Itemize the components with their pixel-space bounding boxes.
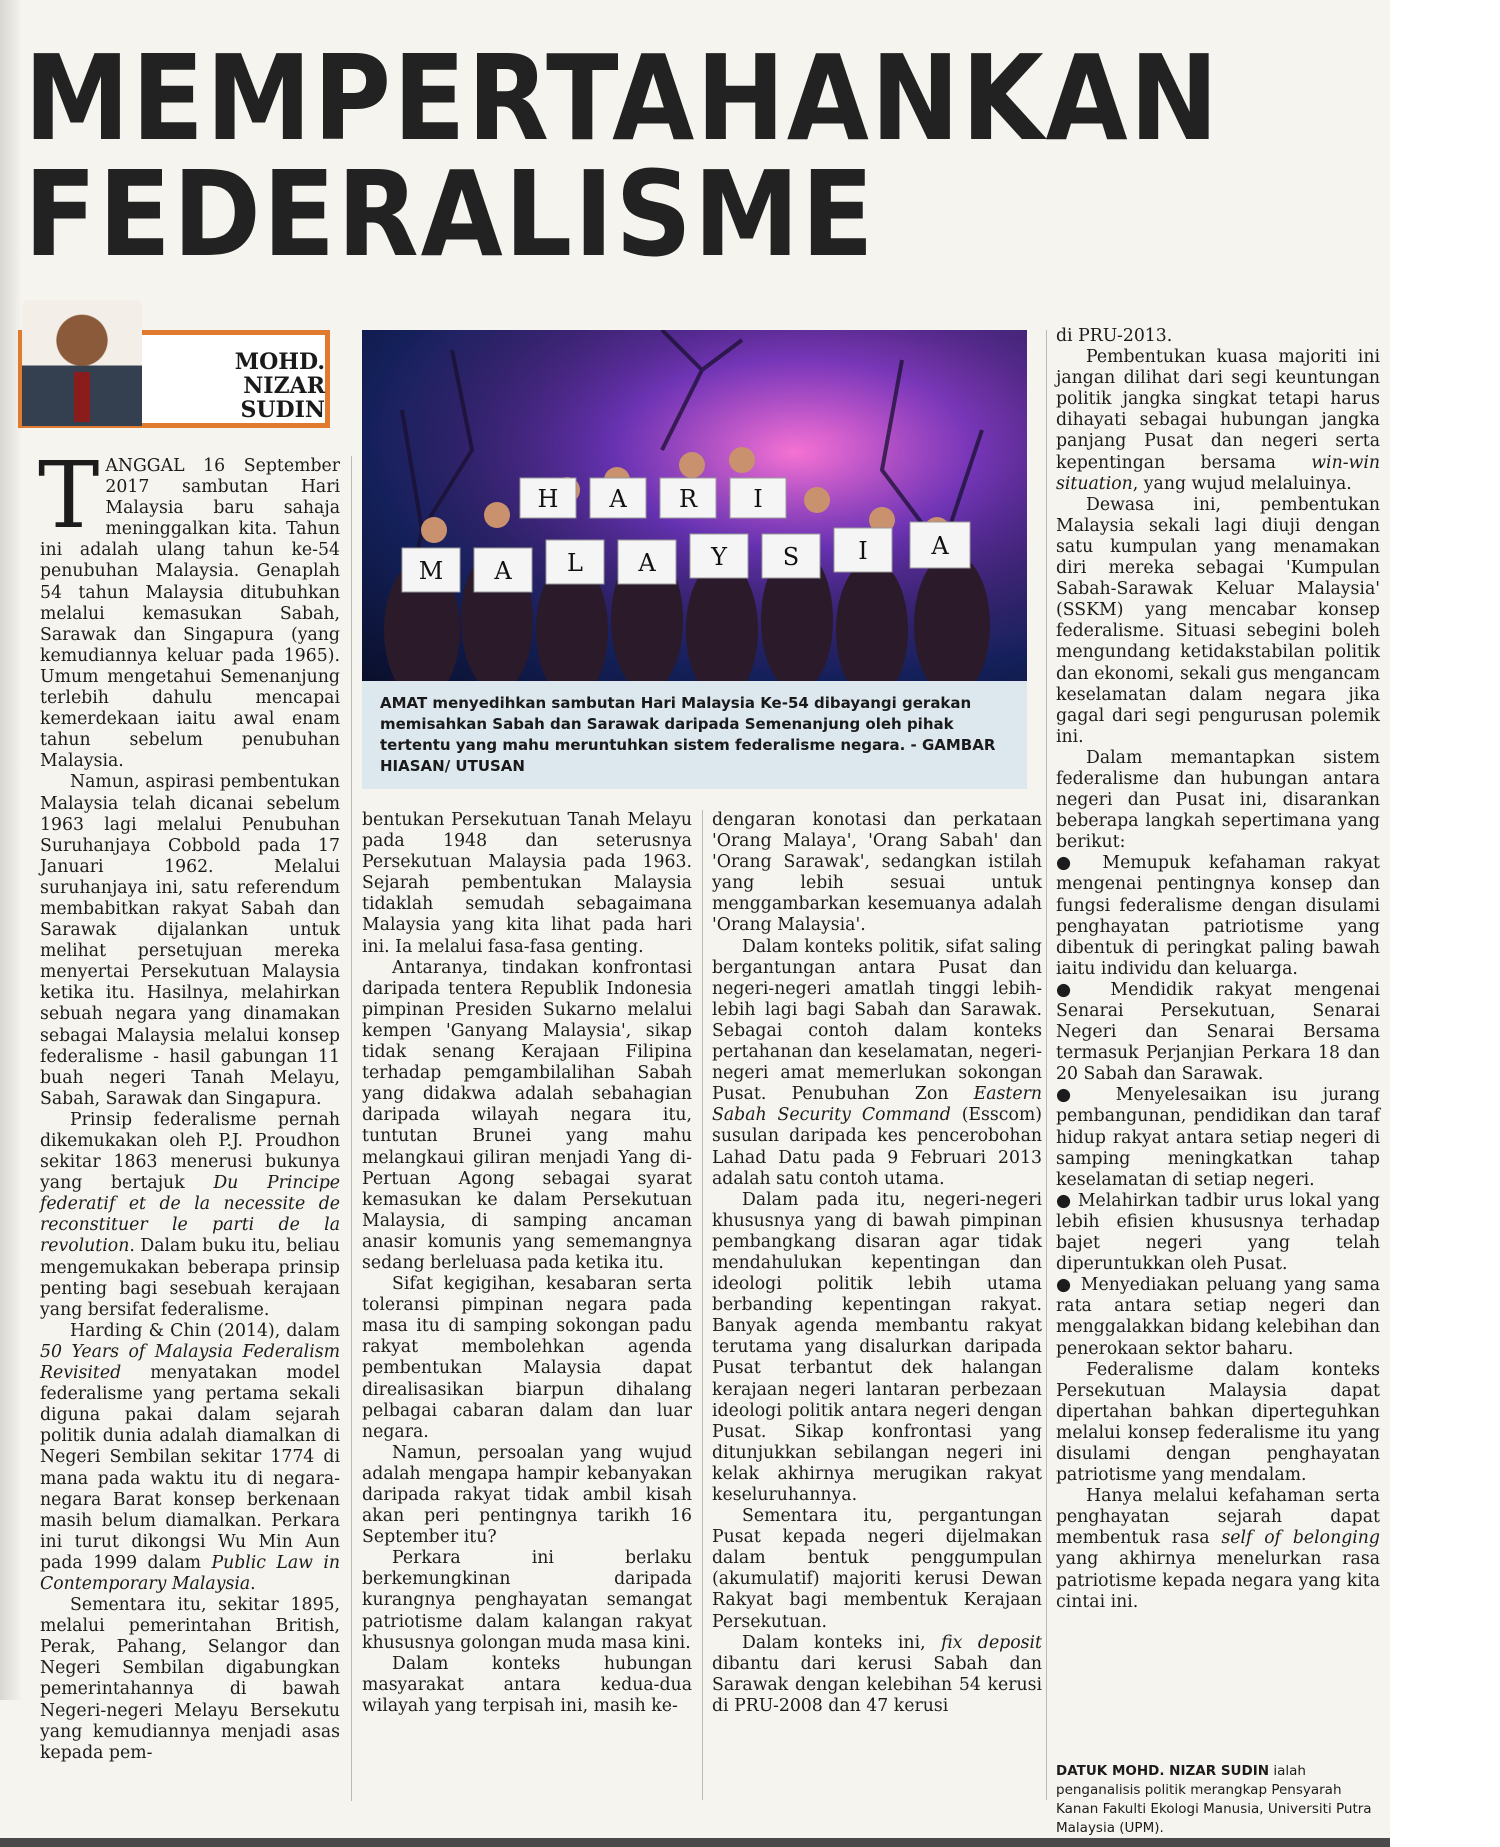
article-column-4 — [1056, 326, 1380, 1613]
sign-letter: S — [782, 543, 800, 571]
paragraph — [712, 937, 1042, 1190]
text-run: (Esscom) susulan daripada kes pencerobohan Lahad Datu pada 9 Februari 2013 adalah satu contoh utama. — [712, 1105, 1042, 1189]
paragraph: bentukan Persekutuan Tanah Melayu pada 1948 dan seterusnya Persekutuan Malaysia pada 1963. Sejarah pembentukan Malaysia tidaklah semudah sebagaimana Malaysia yang kita lihat pada hari ini. Ia melalui fasa-fasa genting. — [362, 810, 692, 957]
paragraph: Sementara itu, sekitar 1895, melalui pemerintahan British, Perak, Pahang, Selangor dan Negeri Sembilan digabungkan pemerintahannya di bawah Negeri-negeri Melayu Bersekutu yang kemudiannya menjadi asas kepada pem- — [40, 1595, 340, 1763]
page-bottom-bar — [0, 1838, 1390, 1847]
sign-letter: M — [418, 557, 444, 585]
sign-letter: L — [567, 549, 583, 577]
article-column-3 — [712, 810, 1042, 1717]
text-run: menyatakan model federalisme yang pertama sekali diguna pakai dalam sejarah politik dunia adalah diamalkan di Negeri Sembilan sekitar 1774 di mana pada waktu itu di negara-negara Barat konsep berkenaan masih belum diamalkan. Perkara ini turut dikongsi Wu Min Aun pada 1999 dalam — [40, 1363, 340, 1573]
book-title: 50 Years of Malaysia Federalism Revisited — [40, 1341, 340, 1384]
bullet-text: Menyelesaikan isu jurang pembangunan, pendidikan dan taraf hidup rakyat antara setiap negeri di samping meningkatkan tahap keselamatan di setiap negeri. — [1056, 1085, 1381, 1190]
paragraph: Antaranya, tindakan konfrontasi daripada tentera Republik Indonesia pimpinan Presiden Sukarno melalui kempen 'Ganyang Malaysia', sikap tidak senang Kerajaan Filipina terhadap pemgambilalihan Sabah yang didakwa adalah sebahagian daripada wilayah negara itu, tuntutan Brunei yang mahu melangkaui giliran menjadi Yang di-Pertuan Agong sebagai syarat kemasukan ke dalam Persekutuan Malaysia, di samping ancaman anasir komunis yang sememangnya sedang berleluasa pada ketika itu. — [362, 957, 692, 1273]
bullet-icon: ● — [1056, 979, 1111, 1000]
bullet-icon: ● — [1056, 1275, 1081, 1296]
headline-line-1: MEMPERTAHANKAN — [24, 29, 1221, 167]
article-photo — [362, 330, 1027, 681]
paragraph: Dalam pada itu, negeri-negeri khususnya yang di bawah pimpinan pembangkang disaran agar tidak mendahulukan kepentingan dan ideologi politik lebih utama berbanding kepentingan rakyat. Banyak agenda membantu rakyat terutama yang disalurkan daripada Pusat terbantut dek halangan kerajaan negeri lantaran perbezaan ideologi politik antara negeri dengan Pusat. Sikap konfrontasi yang ditunjukkan sebilangan negeri ini kelak akhirnya merugikan rakyat keseluruhannya. — [712, 1189, 1042, 1505]
headline-line-2: FEDERALISME — [24, 145, 876, 283]
bullet-item — [1056, 1085, 1380, 1190]
byline-name — [185, 350, 325, 422]
text-run: Hanya melalui kefahaman serta penghayatan sejarah dapat membentuk rasa — [1056, 1486, 1380, 1549]
sign-letter: I — [753, 485, 763, 513]
column-rule — [1046, 330, 1047, 1800]
bullet-item — [1056, 980, 1380, 1085]
author-bio — [1056, 1762, 1380, 1838]
sign-letter: A — [609, 485, 627, 513]
paragraph — [38, 442, 340, 772]
paragraph — [40, 1110, 340, 1321]
paragraph: di PRU-2013. — [1056, 326, 1173, 346]
sign-letter: Y — [711, 543, 727, 571]
book-title: Public Law in Contemporary Malaysia — [40, 1552, 340, 1594]
paragraph — [1056, 1486, 1380, 1613]
bullet-icon: ● — [1056, 1085, 1116, 1106]
paragraph-text: ANGGAL 16 September 2017 sambutan Hari Malaysia baru sahaja meninggalkan kita. Tahun ini adalah ulang tahun ke-54 penubuhan Malaysia. Genaplah 54 tahun Malaysia ditubuhkan melalui kemasukan Sabah, Sarawak dan Singapura (yang kemudiannya keluar pada 1965). Umum mengetahui Semenanjung terlebih dahulu mencapai kemerdekaan iaitu awal enam tahun sebelum penubuhan Malaysia. — [40, 456, 340, 772]
sign-letter: A — [494, 557, 512, 585]
bullet-text: Menyediakan peluang yang sama rata antara setiap negeri dan menggalakkan bidang kelebihan dan penerokaan sektor baharu. — [1056, 1275, 1380, 1359]
text-run: Prinsip federalisme pernah dikemukakan oleh P.J. Proudhon sekitar 1863 menerusi bukunya yang bertajuk — [40, 1109, 340, 1194]
italic-term: win-win situation — [1056, 452, 1380, 494]
photo-caption: AMAT menyedihkan sambutan Hari Malaysia Ke-54 dibayangi gerakan memisahkan Sabah dan Sarawak daripada Semenanjung oleh pihak tertentu yang mahu meruntuhkan sistem federalisme negara. - GAMBAR HIASAN/ UTUSAN — [362, 681, 1027, 789]
byline-name-line-2: NIZAR SUDIN — [240, 373, 325, 423]
paragraph: Dewasa ini, pembentukan Malaysia sekali lagi diuji dengan satu kumpulan yang menamakan diri mereka sebagai 'Kumpulan Sabah-Sarawak Keluar Malaysia' (SSKM) yang mencabar konsep federalisme. Situasi sebegini boleh mengundang ketidakstabilan politik dan ekonomi, sekali gus mengancam keselamatan dalam negara jika gagal dari segi pengurusan polemik ini. — [1056, 494, 1380, 747]
bullet-icon: ● — [1056, 853, 1103, 874]
page-edge-shadow — [0, 0, 22, 1700]
sign-letter: I — [858, 537, 868, 565]
text-run: . Dalam buku itu, beliau mengemukakan beberapa prinsip penting bagi sesebuah kerajaan yang bersifat federalisme. — [40, 1236, 340, 1320]
bullet-text: Melahirkan tadbir urus lokal yang lebih efisien khususnya terhadap bajet negeri yang telah diperuntukkan oleh Pusat. — [1056, 1190, 1380, 1275]
paragraph: Dalam konteks hubungan masyarakat antara kedua-dua wilayah yang terpisah ini, masih ke- — [362, 1653, 692, 1716]
bullet-item — [1056, 1191, 1380, 1275]
text-run: dibantu dari kerusi Sabah dan Sarawak dengan kelebihan 54 kerusi di PRU-2008 dan 47 kerusi — [712, 1653, 1042, 1716]
sign-letter: R — [678, 485, 698, 513]
text-run: Dalam konteks ini, — [742, 1632, 942, 1653]
paragraph: Sementara itu, pergantungan Pusat kepada negeri dijelmakan dalam bentuk penggumpulan (akumulatif) majoriti kerusi Dewan Rakyat bagi membentuk Kerajaan Persekutuan. — [712, 1506, 1042, 1632]
sign-letter: H — [537, 485, 559, 513]
byline-name-line-1: MOHD. — [234, 349, 325, 375]
text-run: Dalam konteks politik, sifat saling bergantungan antara Pusat dan negeri-negeri amatlah tinggi lebih-lebih lagi bagi Sabah dan Sarawak. Sebagai contoh dalam konteks pertahanan dan keselamatan, negeri-negeri amat memerlukan sokongan Pusat. Penubuhan Zon — [712, 936, 1042, 1105]
bullet-text: Mendidik rakyat mengenai Senarai Persekutuan, Senarai Negeri dan Senarai Bersama termasuk Perjanjian Perkara 18 dan 20 Sabah dan Sarawak. — [1056, 979, 1380, 1085]
text-run: . — [250, 1573, 256, 1594]
bullet-text: Memupuk kefahaman rakyat mengenai pentingnya konsep dan fungsi federalisme dengan disulami penghayatan patriotisme yang dibentuk di peringkat paling bawah iaitu individu dan keluarga. — [1056, 853, 1380, 979]
bullet-item — [1056, 853, 1380, 980]
drop-cap: T — [38, 442, 100, 549]
italic-term: self of belonging — [1221, 1528, 1380, 1549]
text-run: , yang wujud melaluinya. — [1132, 473, 1352, 494]
article-column-2 — [362, 810, 692, 1717]
paragraph — [712, 1633, 1042, 1717]
italic-term: fix deposit — [941, 1632, 1042, 1653]
bullet-icon: ● — [1056, 1190, 1078, 1211]
paragraph: Sifat kegigihan, kesabaran serta toleransi pimpinan negara pada masa itu di samping sokongan padu rakyat membolehkan agenda pembentukan Malaysia dapat direalisasikan biarpun dihalang pelbagai cabaran dalam dan luar negara. — [362, 1274, 692, 1442]
text-run: yang akhirnya menelurkan rasa patriotisme kepada negara yang kita cintai ini. — [1056, 1549, 1380, 1612]
author-avatar — [22, 300, 142, 426]
headline — [24, 29, 1230, 283]
sign-letter: A — [931, 532, 949, 560]
book-title: Du Principe federatif et de la necessite de reconstituer le parti de la revolution — [40, 1173, 340, 1257]
column-rule — [351, 456, 352, 1801]
author-bio-name: DATUK MOHD. NIZAR SUDIN — [1056, 1763, 1270, 1779]
paragraph: Perkara ini berlaku berkemungkinan daripada kurangnya penghayatan semangat patriotisme dalam kalangan rakyat khususnya golongan muda masa kini. — [362, 1548, 692, 1653]
scan-margin — [1390, 0, 1500, 1847]
paragraph: Dalam memantapkan sistem federalisme dan hubungan antara negeri dan Pusat ini, disarankan beberapa langkah sepertimana yang berikut: — [1056, 747, 1380, 853]
photo-illustration — [362, 330, 1027, 681]
text-run: Pembentukan kuasa majoriti ini jangan dilihat dari segi keuntungan politik jangka singkat tetapi harus dihayati sebagai hubungan jangka panjang Pusat dan negeri serta kepentingan bersama — [1056, 347, 1380, 473]
paragraph — [1056, 347, 1380, 495]
column-rule — [702, 810, 703, 1800]
paragraph — [40, 1321, 340, 1595]
paragraph: Namun, aspirasi pembentukan Malaysia telah dicanai sebelum 1963 lagi melalui Penubuhan Suruhanjaya Cobbold pada 17 Januari 1962. Melalui suruhanjaya ini, satu referendum membabitkan rakyat Sabah dan Sarawak dijalankan untuk melihat persetujuan mereka menyertai Persekutuan Malaysia ketika itu. Hasilnya, melahirkan sebuah negara yang dinamakan sebagai Malaysia melalui konsep federalisme - hasil gabungan 11 buah negeri Tanah Melayu, Sabah, Sarawak dan Singapura. — [40, 772, 340, 1109]
text-run: Harding & Chin (2014), dalam — [70, 1320, 340, 1341]
paragraph: dengaran konotasi dan perkataan 'Orang Malaya', 'Orang Sabah' dan 'Orang Sarawak', sedangkan istilah yang lebih sesuai untuk menggambarkan kesemuanya adalah 'Orang Malaysia'. — [712, 810, 1042, 936]
sign-letter: A — [638, 549, 656, 577]
bullet-item — [1056, 1275, 1380, 1359]
author-bio-text: ialah penganalisis politik merangkap Pensyarah Kanan Fakulti Ekologi Manusia, Universiti Putra Malaysia (UPM). — [1056, 1763, 1372, 1836]
paragraph: Federalisme dalam konteks Persekutuan Malaysia dapat dipertahan bahkan diperteguhkan melalui konsep federalisme itu yang disulami dengan penghayatan patriotisme yang mendalam. — [1056, 1359, 1380, 1486]
article-column-1 — [38, 442, 340, 1764]
paragraph: Namun, persoalan yang wujud adalah mengapa hampir kebanyakan daripada rakyat tidak ambil kisah akan peri pentingnya tarikh 16 September itu? — [362, 1442, 692, 1548]
italic-term: Eastern Sabah Security Command — [712, 1084, 1042, 1126]
